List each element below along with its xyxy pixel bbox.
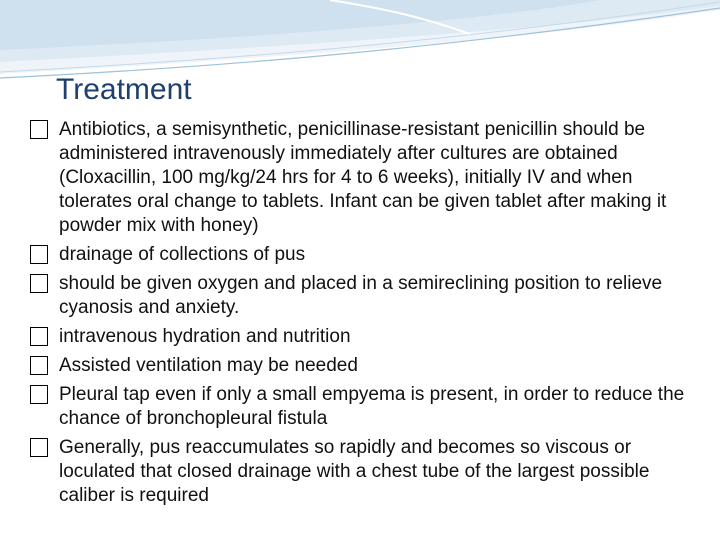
missing-glyph-box-icon <box>30 385 48 404</box>
bullet-text: Assisted ventilation may be needed <box>59 355 358 376</box>
missing-glyph-box-icon <box>30 274 48 293</box>
bullet-item <box>30 325 692 349</box>
bullet-item <box>30 243 692 267</box>
bullet-item <box>30 118 692 238</box>
missing-glyph-box-icon <box>30 327 48 346</box>
missing-glyph-box-icon <box>30 356 48 375</box>
bullet-list <box>30 118 692 513</box>
missing-glyph-box-icon <box>30 438 48 457</box>
bullet-text: drainage of collections of pus <box>59 244 306 265</box>
bullet-text: Generally, pus reaccumulates so rapidly and becomes so viscous or loculated that closed drainage with a chest tube of the largest possible caliber is required <box>59 437 650 506</box>
bullet-item <box>30 354 692 378</box>
bullet-item <box>30 383 692 431</box>
bullet-item <box>30 436 692 508</box>
missing-glyph-box-icon <box>30 120 48 139</box>
bullet-item <box>30 272 692 320</box>
bullet-text: Antibiotics, a semisynthetic, penicillinase-resistant penicillin should be administered intravenously immediately after cultures are obtained (Cloxacillin, 100 mg/kg/24 hrs for 4 to 6 weeks), initially IV and when tolerates oral change to tablets. Infant can be given tablet after making it powder mix with honey) <box>59 119 667 236</box>
bullet-text: should be given oxygen and placed in a semireclining position to relieve cyanosis and anxiety. <box>59 273 663 318</box>
slide-title: Treatment <box>56 73 192 106</box>
missing-glyph-box-icon <box>30 245 48 264</box>
bullet-text: intravenous hydration and nutrition <box>59 326 351 347</box>
bullet-text: Pleural tap even if only a small empyema is present, in order to reduce the chance of bronchopleural fistula <box>59 384 685 429</box>
